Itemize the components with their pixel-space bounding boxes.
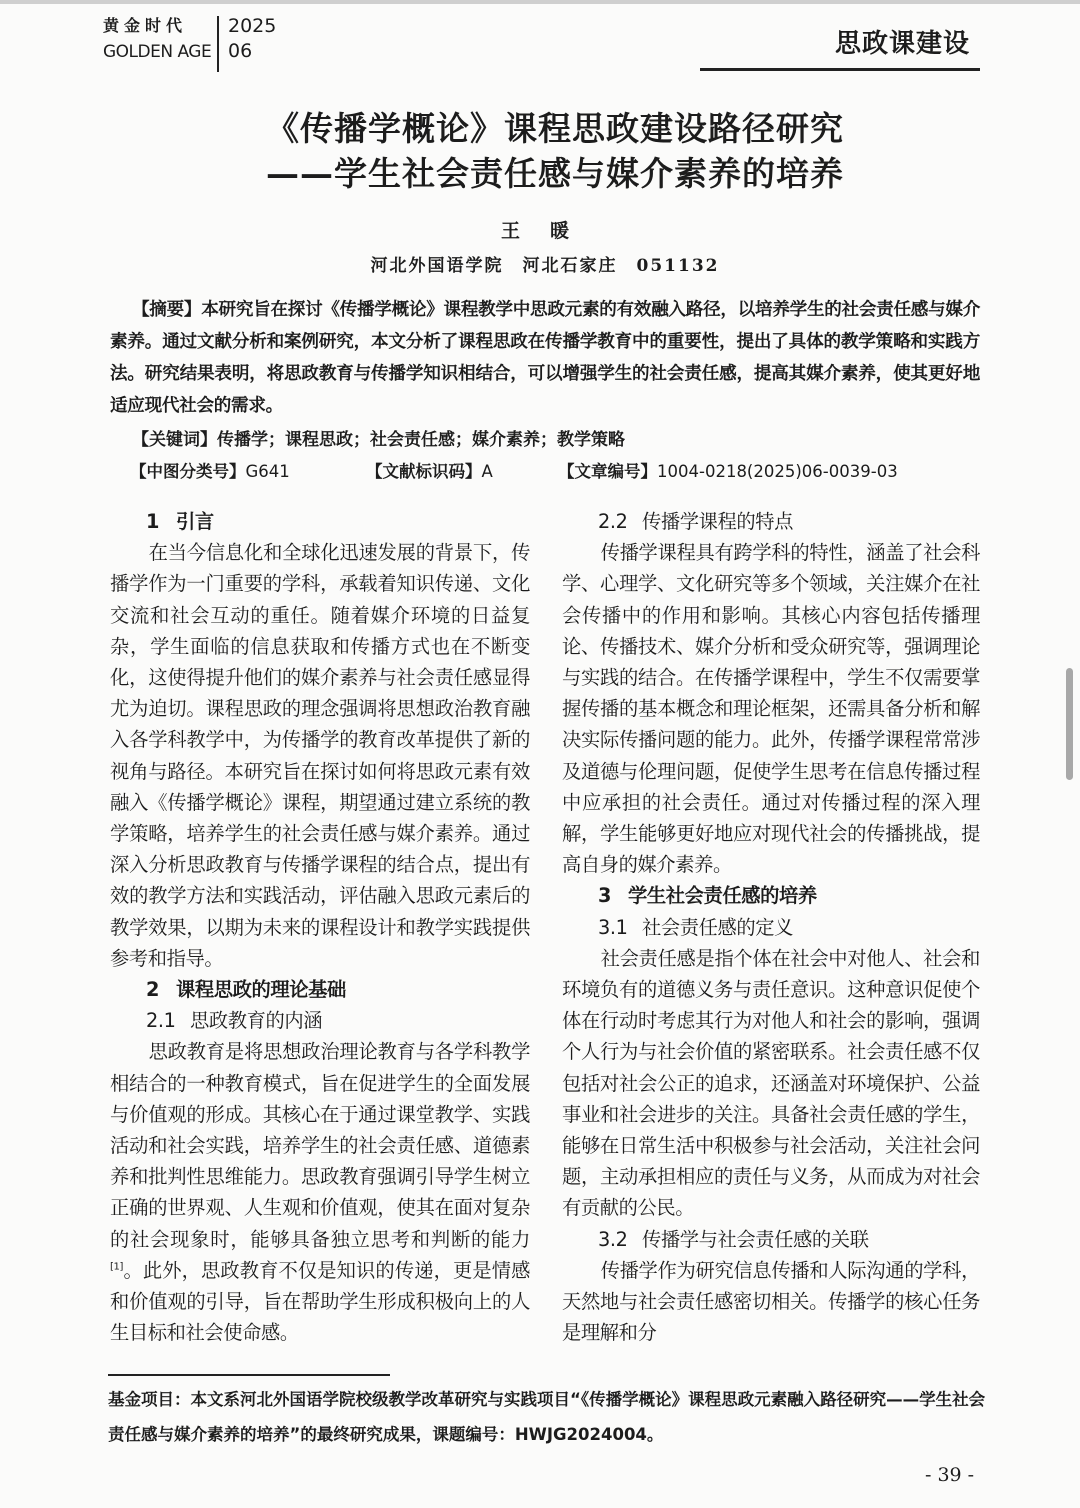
subsection-number: 2.2 xyxy=(598,510,628,533)
clc-code xyxy=(130,456,366,488)
section-heading xyxy=(110,974,530,1005)
paragraph: 传播学作为研究信息传播和人际沟通的学科，天然地与社会责任感密切相关。传播学的核心任务是理解和分 xyxy=(562,1258,980,1345)
keywords-text: 传播学；课程思政；社会责任感；媒介素养；教学策略 xyxy=(217,430,625,450)
section-title: 课程思政的理论基础 xyxy=(176,978,346,1002)
clc-value: G641 xyxy=(245,462,290,481)
subsection-heading xyxy=(110,1005,530,1036)
document-code-value: A xyxy=(481,462,493,481)
left-column xyxy=(110,506,530,1348)
journal-year: 2025 xyxy=(228,15,277,37)
subsection-title: 传播学课程的特点 xyxy=(642,510,794,533)
page-number: - 39 - xyxy=(925,1464,975,1487)
author: 王暖 xyxy=(500,220,599,242)
scrollbar-thumb[interactable] xyxy=(1066,668,1073,780)
paragraph: 传播学课程具有跨学科的特性，涵盖了社会科学、心理学、文化研究等多个领域，关注媒介在社会传播中的作用和影响。其核心内容包括传播理论、传播技术、媒介分析和受众研究等，强调理论与实践的结合。在传播学课程中，学生不仅需要掌握传播的基本概念和理论框架，还需具备分析和解决实际传播问题的能力。此外，传播学课程常常涉及道德与伦理问题，促使学生思考在信息传播过程中应承担的社会责任。通过对传播过程的深入理解，学生能够更好地应对现代社会的传播挑战，提高自身的媒介素养。 xyxy=(562,541,980,877)
paragraph-text: 。此外，思政教育不仅是知识的传递，更是情感和价值观的引导，旨在帮助学生形成积极向上的人生目标和社会使命感。 xyxy=(110,1258,530,1345)
section-heading xyxy=(110,506,530,537)
footnote-rule xyxy=(108,1374,390,1376)
keywords-label: 【关键词】 xyxy=(132,430,217,450)
subsection-heading xyxy=(562,506,980,537)
two-column-body xyxy=(110,506,980,1348)
citation-ref: [1] xyxy=(110,1261,123,1273)
section-number: 3 xyxy=(598,884,612,908)
affiliation: 河北外国语学院 河北石家庄 051132 xyxy=(370,256,720,276)
subsection-title: 思政教育的内涵 xyxy=(190,1009,323,1033)
section-title: 引言 xyxy=(176,510,214,533)
article-subtitle: ——学生社会责任感与媒介素养的培养 xyxy=(266,154,844,193)
column-name: 思政课建设 xyxy=(835,29,971,59)
article-meta xyxy=(130,456,980,488)
subsection-heading xyxy=(562,912,980,943)
subsection-number: 3.1 xyxy=(598,915,628,939)
paragraph-text: 思政教育是将思想政治理论教育与各学科教学相结合的一种教育模式，旨在促进学生的全面发展与价值观的形成。其核心在于通过课堂教学、实践活动和社会实践，培养学生的社会责任感、道德素养和批判性思维能力。思政教育强调引导学生树立正确的世界观、人生观和价值观，使其在面对复杂的社会现象时，能够具备独立思考和判断的能力 xyxy=(110,1040,530,1251)
clc-label: 【中图分类号】 xyxy=(130,462,246,481)
abstract-text: 本研究旨在探讨《传播学概论》课程教学中思政元素的有效融入路径，以培养学生的社会责任感与媒介素养。通过文献分析和案例研究，本文分析了课程思政在传播学教育中的重要性，提出了具体的教学策略和实践方法。研究结果表明，将思政教育与传播学知识相结合，可以增强学生的社会责任感，提高其媒介素养，使其更好地适应现代社会的需求。 xyxy=(110,299,980,416)
paragraph xyxy=(110,1036,530,1348)
document-code-label: 【文献标识码】 xyxy=(366,462,482,481)
abstract-label: 【摘要】 xyxy=(132,300,202,320)
section-heading xyxy=(562,880,980,911)
right-column xyxy=(562,506,980,1348)
subsection-number: 2.1 xyxy=(146,1009,176,1033)
abstract xyxy=(110,294,980,422)
subsection-title: 社会责任感的定义 xyxy=(642,915,794,939)
journal-name-en: GOLDEN AGE xyxy=(103,42,212,62)
article-number-label: 【文章编号】 xyxy=(558,462,657,481)
subsection-number: 3.2 xyxy=(598,1227,628,1251)
journal-name-cn: 黄金时代 xyxy=(103,16,188,35)
paragraph: 社会责任感是指个体在社会中对他人、社会和环境负有的道德义务与责任意识。这种意识促使个体在行动时考虑其行为对他人和社会的影响，强调个人行为与社会价值的紧密联系。社会责任感不仅包括对社会公正的追求，还涵盖对环境保护、公益事业和社会进步的关注。具备社会责任感的学生，能够在日常生活中积极参与社会活动，关注社会问题，主动承担相应的责任与义务，从而成为对社会有贡献的公民。 xyxy=(562,946,980,1220)
section-number: 2 xyxy=(146,978,160,1002)
article-title: 《传播学概论》课程思政建设路径研究 xyxy=(266,109,844,148)
section-title: 学生社会责任感的培养 xyxy=(628,884,817,908)
section-number: 1 xyxy=(146,510,160,533)
paragraph: 在当今信息化和全球化迅速发展的背景下，传播学作为一门重要的学科，承载着知识传递、文化交流和社会互动的重任。随着媒介环境的日益复杂，学生面临的信息获取和传播方式也在不断变化，这使得提升他们的媒介素养与社会责任感显得尤为迫切。课程思政的理念强调将思想政治教育融入各学科教学中，为传播学的教育改革提供了新的视角与路径。本研究旨在探讨如何将思政元素有效融入《传播学概论》课程，期望通过建立系统的教学策略，培养学生的社会责任感与媒介素养。通过深入分析思政教育与传播学课程的结合点，提出有效的教学方法和实践活动，评估融入思政元素后的教学效果，以期为未来的课程设计和教学实践提供参考和指导。 xyxy=(110,541,530,970)
document-code xyxy=(366,456,558,488)
keywords xyxy=(132,424,1080,456)
article-number xyxy=(558,456,898,488)
subsection-title: 传播学与社会责任感的关联 xyxy=(642,1227,869,1251)
footnote: 基金项目：本文系河北外国语学院校级教学改革研究与实践项目“《传播学概论》课程思政元素融入路径研究——学生社会责任感与媒介素养的培养”的最终研究成果，课题编号：HWJG2024004。 xyxy=(108,1390,986,1445)
article-number-value: 1004-0218(2025)06-0039-03 xyxy=(657,462,898,481)
journal-issue: 06 xyxy=(228,40,253,62)
subsection-heading xyxy=(562,1224,980,1255)
